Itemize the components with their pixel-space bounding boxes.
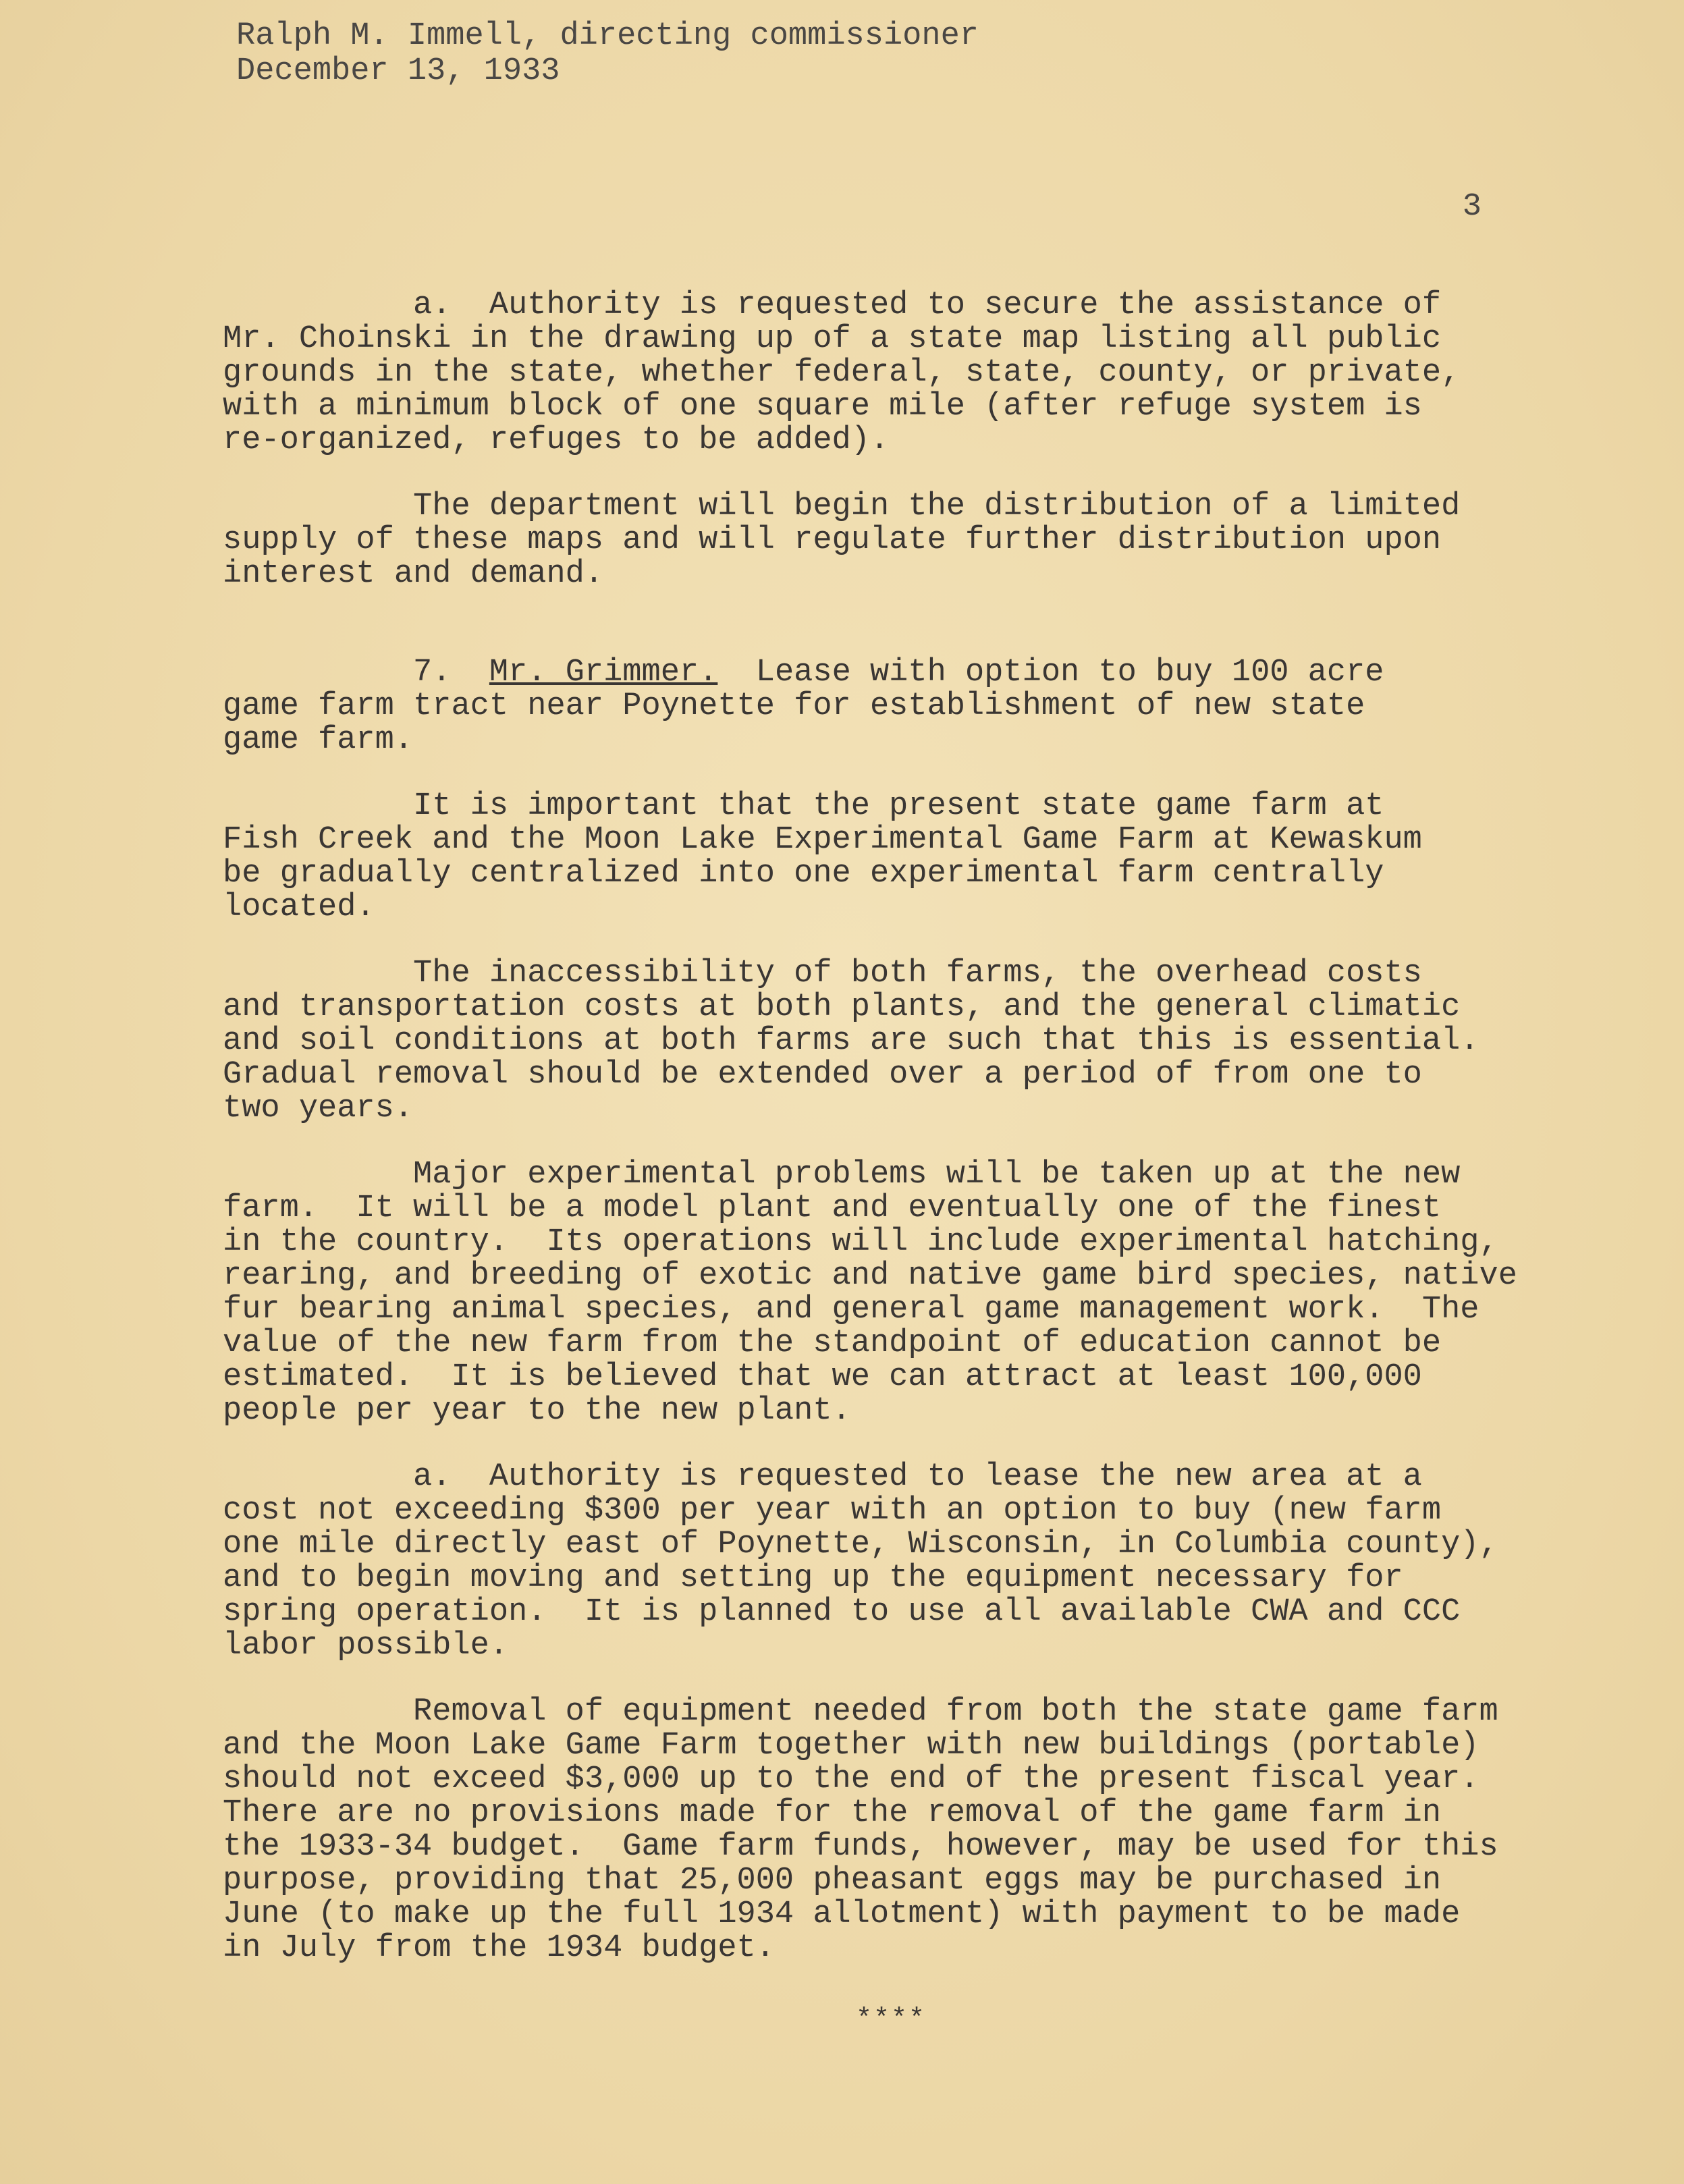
paragraph-experimental-problems: Major experimental problems will be taken up at the new farm. It will be a model plant and eventually one of the finest in the country. Its operations will include experimental hatching, rearing, and breeding of exotic and native game bird species, native fur bearing animal species, and general game management work. The value of the new farm from the standpoint of education cannot be estimated. It is believed that we can attract at least 100,000 people per year to the new plant.	[223, 1157, 1517, 1429]
document-body	[223, 289, 1627, 1965]
item-7-name: Mr. Grimmer.	[489, 655, 718, 690]
paragraph-map-distribution: The department will begin the distribution of a limited supply of these maps and will regulate further distribution upon interest and demand.	[223, 489, 1461, 592]
date-line: December 13, 1933	[236, 53, 560, 89]
item-7-number: 7.	[223, 655, 489, 690]
paragraph-item-7	[223, 656, 1627, 757]
end-mark: ****	[856, 2004, 927, 2035]
recipient-line: Ralph M. Immell, directing commissioner	[236, 18, 979, 54]
paragraph-authority-map: a. Authority is requested to secure the assistance of Mr. Choinski in the drawing up of a state map listing all public grounds in the state, whether federal, state, county, or private, with a minimum block of one square mile (after refuge system is re-organized, refuges to be added).	[223, 288, 1461, 458]
page-number: 3	[1462, 189, 1482, 225]
item-7-text: Lease with option to buy 100 acre game farm tract near Poynette for establishment of new state game farm.	[223, 655, 1384, 758]
paragraph-centralization: It is important that the present state game farm at Fish Creek and the Moon Lake Experimental Game Farm at Kewaskum be gradually centralized into one experimental farm centrally located.	[223, 788, 1422, 925]
paragraph-removal-costs: Removal of equipment needed from both the state game farm and the Moon Lake Game Farm together with new buildings (portable) should not exceed $3,000 up to the end of the present fiscal year. There are no provisions made for the removal of the game farm in the 1933-34 budget. Game farm funds, however, may be used for this purpose, providing that 25,000 pheasant eggs may be purchased in June (to make up the full 1934 allotment) with payment to be made in July from the 1934 budget.	[223, 1694, 1498, 1966]
letter-header	[236, 19, 979, 89]
paragraph-authority-lease: a. Authority is requested to lease the new area at a cost not exceeding $300 per year with an option to buy (new farm one mile directly east of Poynette, Wisconsin, in Columbia county), and to begin moving and setting up the equipment necessary for spring operation. It is planned to use all available CWA and CCC labor possible.	[223, 1459, 1498, 1664]
paragraph-inaccessibility: The inaccessibility of both farms, the overhead costs and transportation costs at both plants, and the general climatic and soil conditions at both farms are such that this is essential. Gradual removal should be extended over a period of from one to two years.	[223, 956, 1479, 1126]
